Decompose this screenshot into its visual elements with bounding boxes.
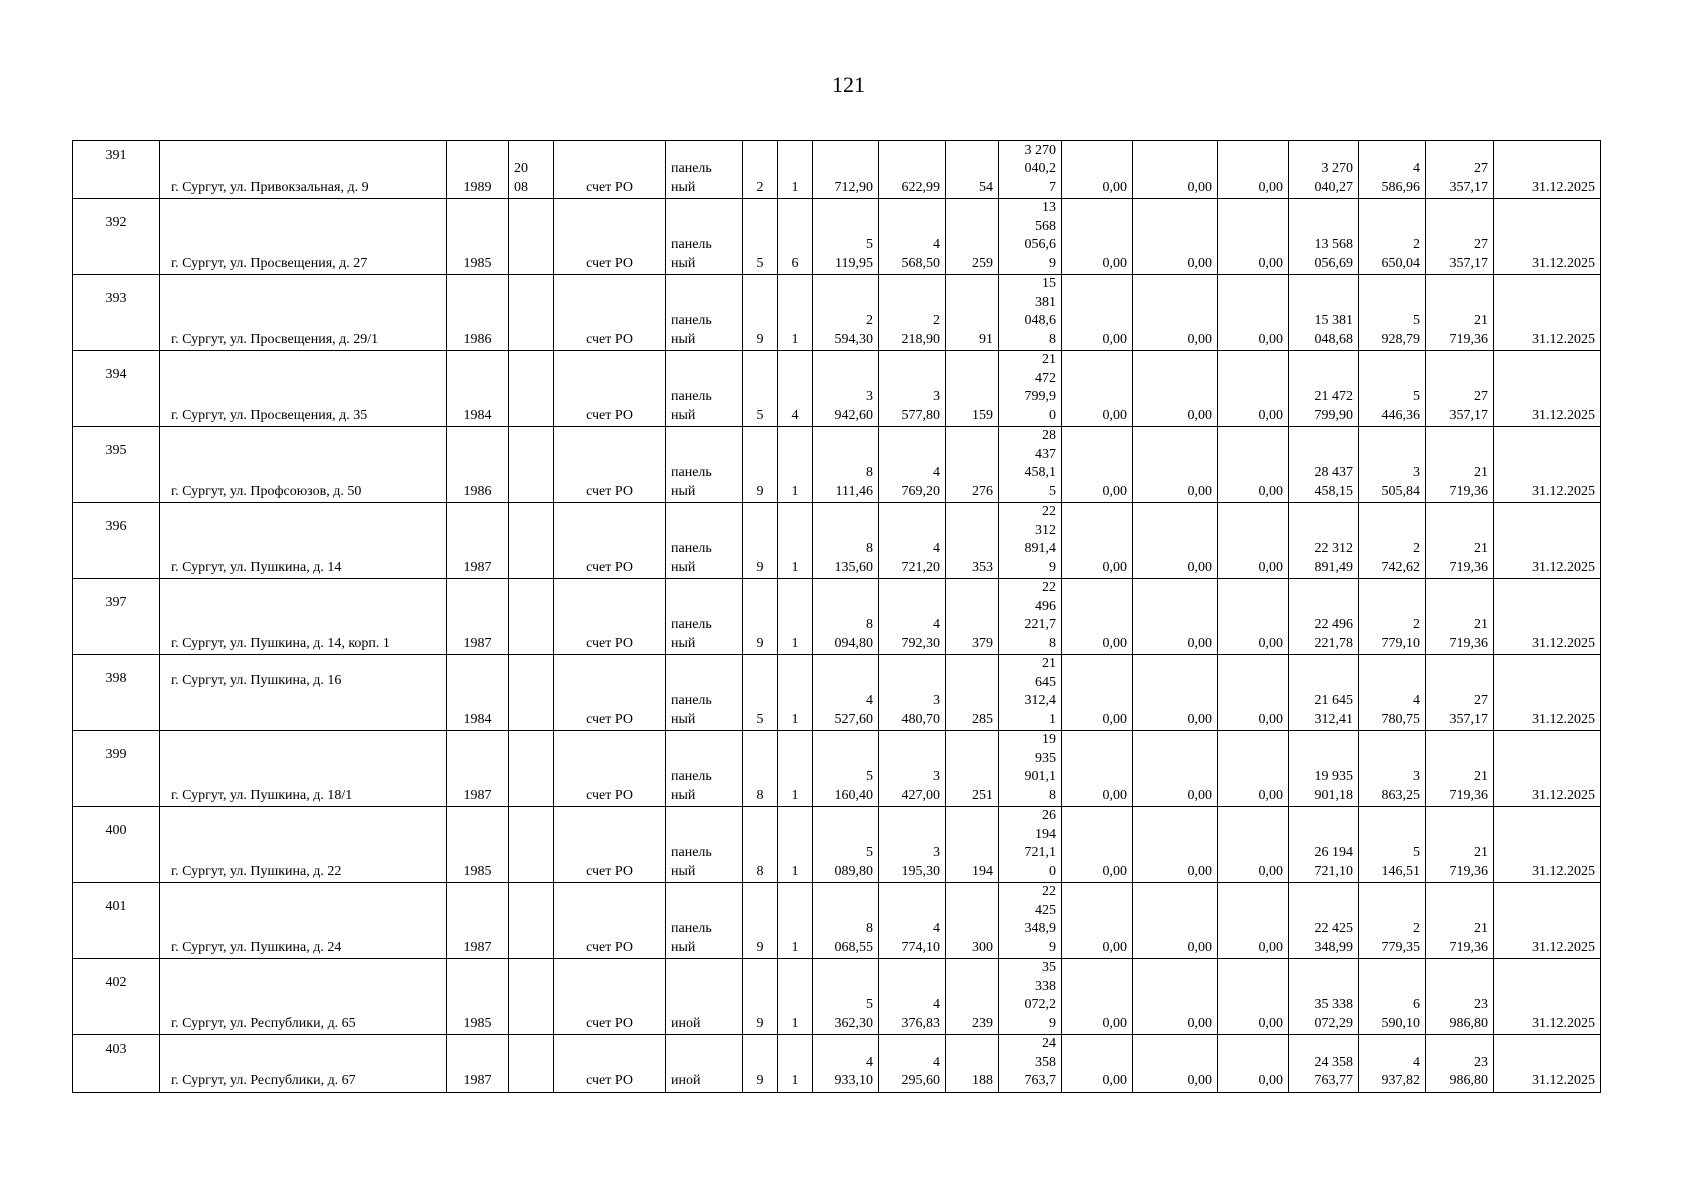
cell-fund-method: счет РО (554, 275, 666, 351)
cell-address-text: г. Сургут, ул. Пушкина, д. 16 (171, 673, 342, 688)
cell-cost-federal: 0,00 (1062, 579, 1133, 655)
cell-floors: 8 (743, 731, 778, 807)
cell-residents: 353 (946, 503, 999, 579)
cell-row-number-text: 402 (105, 975, 127, 990)
cell-address: г. Сургут, ул. Пушкина, д. 22 (160, 807, 447, 883)
cell-residents: 194 (946, 807, 999, 883)
cell-residents: 300 (946, 883, 999, 959)
cell-wall-material: панель ный (666, 807, 743, 883)
cell-row-number (73, 883, 160, 959)
cell-year-built: 1989 (447, 141, 509, 199)
cell-entrances: 4 (778, 351, 813, 427)
cell-limit-per-sqm: 21 719,36 (1426, 579, 1494, 655)
cell-cost-owners: 3 270 040,27 (1289, 141, 1359, 199)
cell-year-last-repair (509, 427, 554, 503)
cell-cost-total: 19 935 901,1 8 (999, 731, 1062, 807)
cell-cost-per-sqm: 2 779,10 (1359, 579, 1426, 655)
table-row (73, 351, 1601, 427)
table-row (73, 959, 1601, 1035)
cell-living-area: 4 792,30 (879, 579, 946, 655)
cell-year-last-repair (509, 579, 554, 655)
cell-living-area: 4 295,60 (879, 1035, 946, 1093)
cell-cost-per-sqm: 2 742,62 (1359, 503, 1426, 579)
cell-cost-municipal: 0,00 (1218, 959, 1289, 1035)
cell-row-number (73, 655, 160, 731)
cell-fund-method: счет РО (554, 503, 666, 579)
table-row (73, 275, 1601, 351)
cell-living-area: 4 774,10 (879, 883, 946, 959)
cell-residents: 239 (946, 959, 999, 1035)
cell-row-number (73, 275, 160, 351)
cell-cost-municipal: 0,00 (1218, 199, 1289, 275)
cell-year-last-repair (509, 503, 554, 579)
cell-cost-municipal: 0,00 (1218, 883, 1289, 959)
cell-year-built: 1985 (447, 199, 509, 275)
cell-cost-municipal: 0,00 (1218, 427, 1289, 503)
cell-entrances: 1 (778, 807, 813, 883)
cell-wall-material: панель ный (666, 427, 743, 503)
cell-total-area: 8 111,46 (813, 427, 879, 503)
cell-total-area: 2 594,30 (813, 275, 879, 351)
cell-deadline: 31.12.2025 (1494, 141, 1601, 199)
cell-total-area: 712,90 (813, 141, 879, 199)
table-row (73, 427, 1601, 503)
cell-limit-per-sqm: 21 719,36 (1426, 275, 1494, 351)
cell-total-area: 5 119,95 (813, 199, 879, 275)
cell-fund-method: счет РО (554, 199, 666, 275)
cell-address: г. Сургут, ул. Республики, д. 65 (160, 959, 447, 1035)
cell-cost-owners: 19 935 901,18 (1289, 731, 1359, 807)
cell-entrances: 1 (778, 1035, 813, 1093)
cell-year-built: 1987 (447, 731, 509, 807)
cell-cost-owners: 21 645 312,41 (1289, 655, 1359, 731)
cell-fund-method: счет РО (554, 883, 666, 959)
cell-cost-federal: 0,00 (1062, 351, 1133, 427)
cell-total-area: 5 362,30 (813, 959, 879, 1035)
cell-wall-material: панель ный (666, 199, 743, 275)
cell-total-area: 8 135,60 (813, 503, 879, 579)
cell-cost-per-sqm: 3 505,84 (1359, 427, 1426, 503)
cell-wall-material: панель ный (666, 579, 743, 655)
cell-cost-total: 21 645 312,4 1 (999, 655, 1062, 731)
cell-total-area: 8 094,80 (813, 579, 879, 655)
cell-living-area: 4 376,83 (879, 959, 946, 1035)
cell-row-number-text: 399 (105, 747, 127, 762)
cell-cost-owners: 26 194 721,10 (1289, 807, 1359, 883)
cell-floors: 9 (743, 579, 778, 655)
cell-cost-municipal: 0,00 (1218, 503, 1289, 579)
cell-row-number (73, 351, 160, 427)
cell-cost-regional: 0,00 (1133, 883, 1218, 959)
cell-fund-method: счет РО (554, 427, 666, 503)
cell-living-area: 4 769,20 (879, 427, 946, 503)
cell-deadline: 31.12.2025 (1494, 275, 1601, 351)
cell-cost-federal: 0,00 (1062, 959, 1133, 1035)
cell-cost-owners: 24 358 763,77 (1289, 1035, 1359, 1093)
cell-entrances: 1 (778, 141, 813, 199)
cell-deadline: 31.12.2025 (1494, 503, 1601, 579)
cell-cost-per-sqm: 5 446,36 (1359, 351, 1426, 427)
cell-year-built: 1987 (447, 579, 509, 655)
cell-residents: 251 (946, 731, 999, 807)
cell-fund-method: счет РО (554, 141, 666, 199)
cell-residents: 91 (946, 275, 999, 351)
cell-cost-owners: 22 425 348,99 (1289, 883, 1359, 959)
cell-fund-method: счет РО (554, 959, 666, 1035)
cell-fund-method: счет РО (554, 731, 666, 807)
cell-row-number-text: 403 (105, 1041, 127, 1057)
cell-cost-total: 24 358 763,7 (999, 1035, 1062, 1093)
cell-fund-method: счет РО (554, 655, 666, 731)
cell-year-last-repair (509, 959, 554, 1035)
cell-year-built: 1986 (447, 275, 509, 351)
cell-cost-municipal: 0,00 (1218, 655, 1289, 731)
cell-entrances: 6 (778, 199, 813, 275)
cell-row-number (73, 199, 160, 275)
cell-cost-owners: 22 496 221,78 (1289, 579, 1359, 655)
cell-cost-regional: 0,00 (1133, 731, 1218, 807)
cell-year-last-repair (509, 655, 554, 731)
cell-address: г. Сургут, ул. Просвещения, д. 27 (160, 199, 447, 275)
cell-cost-owners: 13 568 056,69 (1289, 199, 1359, 275)
cell-cost-federal: 0,00 (1062, 1035, 1133, 1093)
cell-cost-owners: 15 381 048,68 (1289, 275, 1359, 351)
cell-residents: 188 (946, 1035, 999, 1093)
cell-floors: 9 (743, 1035, 778, 1093)
cell-cost-per-sqm: 2 650,04 (1359, 199, 1426, 275)
cell-cost-federal: 0,00 (1062, 199, 1133, 275)
cell-fund-method: счет РО (554, 807, 666, 883)
cell-cost-regional: 0,00 (1133, 1035, 1218, 1093)
cell-row-number-text: 401 (105, 899, 127, 914)
cell-cost-owners: 35 338 072,29 (1289, 959, 1359, 1035)
cell-cost-per-sqm: 5 928,79 (1359, 275, 1426, 351)
cell-floors: 9 (743, 427, 778, 503)
cell-cost-total: 3 270 040,2 7 (999, 141, 1062, 199)
cell-cost-federal: 0,00 (1062, 427, 1133, 503)
cell-year-built: 1987 (447, 1035, 509, 1093)
cell-address: г. Сургут, ул. Пушкина, д. 18/1 (160, 731, 447, 807)
cell-address: г. Сургут, ул. Привокзальная, д. 9 (160, 141, 447, 199)
cell-address: г. Сургут, ул. Пушкина, д. 14 (160, 503, 447, 579)
cell-limit-per-sqm: 23 986,80 (1426, 959, 1494, 1035)
cell-year-last-repair (509, 351, 554, 427)
cell-deadline: 31.12.2025 (1494, 427, 1601, 503)
cell-limit-per-sqm: 27 357,17 (1426, 655, 1494, 731)
cell-address: г. Сургут, ул. Пушкина, д. 24 (160, 883, 447, 959)
cell-limit-per-sqm: 27 357,17 (1426, 199, 1494, 275)
cell-row-number (73, 427, 160, 503)
cell-cost-regional: 0,00 (1133, 579, 1218, 655)
cell-address: г. Сургут, ул. Просвещения, д. 35 (160, 351, 447, 427)
cell-cost-federal: 0,00 (1062, 655, 1133, 731)
cell-wall-material: панель ный (666, 655, 743, 731)
cell-deadline: 31.12.2025 (1494, 199, 1601, 275)
cell-entrances: 1 (778, 579, 813, 655)
cell-fund-method: счет РО (554, 351, 666, 427)
cell-row-number (73, 959, 160, 1035)
cell-deadline: 31.12.2025 (1494, 655, 1601, 731)
cell-cost-federal: 0,00 (1062, 731, 1133, 807)
cell-row-number-text: 391 (105, 148, 127, 163)
cell-address: г. Сургут, ул. Просвещения, д. 29/1 (160, 275, 447, 351)
cell-address: г. Сургут, ул. Профсоюзов, д. 50 (160, 427, 447, 503)
cell-entrances: 1 (778, 731, 813, 807)
cell-cost-federal: 0,00 (1062, 275, 1133, 351)
cell-cost-municipal: 0,00 (1218, 731, 1289, 807)
cell-deadline: 31.12.2025 (1494, 579, 1601, 655)
cell-cost-per-sqm: 2 779,35 (1359, 883, 1426, 959)
cell-limit-per-sqm: 21 719,36 (1426, 731, 1494, 807)
table-row (73, 199, 1601, 275)
cell-cost-regional: 0,00 (1133, 351, 1218, 427)
cell-cost-regional: 0,00 (1133, 427, 1218, 503)
cell-limit-per-sqm: 27 357,17 (1426, 141, 1494, 199)
cell-floors: 5 (743, 199, 778, 275)
cell-living-area: 4 568,50 (879, 199, 946, 275)
cell-cost-total: 21 472 799,9 0 (999, 351, 1062, 427)
cell-cost-total: 22 496 221,7 8 (999, 579, 1062, 655)
cell-living-area: 3 427,00 (879, 731, 946, 807)
cell-wall-material: панель ный (666, 503, 743, 579)
cell-row-number (73, 807, 160, 883)
cell-wall-material: панель ный (666, 275, 743, 351)
table-row (73, 731, 1601, 807)
cell-wall-material: иной (666, 959, 743, 1035)
cell-floors: 5 (743, 655, 778, 731)
cell-year-built: 1984 (447, 351, 509, 427)
cell-fund-method: счет РО (554, 1035, 666, 1093)
cell-cost-total: 13 568 056,6 9 (999, 199, 1062, 275)
cell-cost-per-sqm: 3 863,25 (1359, 731, 1426, 807)
cell-residents: 379 (946, 579, 999, 655)
cell-cost-municipal: 0,00 (1218, 1035, 1289, 1093)
cell-address: г. Сургут, ул. Пушкина, д. 14, корп. 1 (160, 579, 447, 655)
page-number: 121 (832, 72, 865, 97)
cell-cost-total: 15 381 048,6 8 (999, 275, 1062, 351)
cell-cost-federal: 0,00 (1062, 503, 1133, 579)
cell-living-area: 4 721,20 (879, 503, 946, 579)
cell-cost-federal: 0,00 (1062, 883, 1133, 959)
cell-floors: 9 (743, 959, 778, 1035)
cell-cost-regional: 0,00 (1133, 199, 1218, 275)
table-row (73, 807, 1601, 883)
cell-deadline: 31.12.2025 (1494, 351, 1601, 427)
table-row (73, 655, 1601, 731)
cell-cost-per-sqm: 6 590,10 (1359, 959, 1426, 1035)
cell-row-number (73, 731, 160, 807)
cell-residents: 285 (946, 655, 999, 731)
cell-entrances: 1 (778, 959, 813, 1035)
cell-cost-municipal: 0,00 (1218, 807, 1289, 883)
cell-limit-per-sqm: 27 357,17 (1426, 351, 1494, 427)
cell-cost-per-sqm: 4 780,75 (1359, 655, 1426, 731)
cell-deadline: 31.12.2025 (1494, 883, 1601, 959)
cell-cost-municipal: 0,00 (1218, 579, 1289, 655)
cell-row-number-text: 392 (105, 215, 127, 230)
cell-deadline: 31.12.2025 (1494, 807, 1601, 883)
cell-entrances: 1 (778, 427, 813, 503)
cell-cost-per-sqm: 4 937,82 (1359, 1035, 1426, 1093)
cell-cost-regional: 0,00 (1133, 141, 1218, 199)
cell-floors: 8 (743, 807, 778, 883)
cell-cost-per-sqm: 5 146,51 (1359, 807, 1426, 883)
cell-residents: 259 (946, 199, 999, 275)
cell-deadline: 31.12.2025 (1494, 959, 1601, 1035)
table-row (73, 579, 1601, 655)
cell-living-area: 3 480,70 (879, 655, 946, 731)
cell-wall-material: панель ный (666, 351, 743, 427)
cell-limit-per-sqm: 23 986,80 (1426, 1035, 1494, 1093)
cell-cost-per-sqm: 4 586,96 (1359, 141, 1426, 199)
cell-row-number (73, 503, 160, 579)
cell-year-built: 1984 (447, 655, 509, 731)
cell-cost-owners: 22 312 891,49 (1289, 503, 1359, 579)
cell-year-built: 1985 (447, 959, 509, 1035)
cell-cost-regional: 0,00 (1133, 807, 1218, 883)
table-body (73, 141, 1601, 1093)
cell-entrances: 1 (778, 655, 813, 731)
cell-year-last-repair: 20 08 (509, 141, 554, 199)
cell-cost-owners: 28 437 458,15 (1289, 427, 1359, 503)
cell-deadline: 31.12.2025 (1494, 1035, 1601, 1093)
cell-total-area: 4 933,10 (813, 1035, 879, 1093)
cell-year-last-repair (509, 199, 554, 275)
cell-row-number-text: 395 (105, 443, 127, 458)
cell-deadline: 31.12.2025 (1494, 731, 1601, 807)
cell-year-last-repair (509, 1035, 554, 1093)
cell-row-number (73, 141, 160, 199)
cell-limit-per-sqm: 21 719,36 (1426, 427, 1494, 503)
cell-row-number-text: 393 (105, 291, 127, 306)
cell-year-built: 1986 (447, 427, 509, 503)
cell-floors: 9 (743, 275, 778, 351)
cell-cost-federal: 0,00 (1062, 141, 1133, 199)
cell-row-number (73, 1035, 160, 1093)
cell-entrances: 1 (778, 883, 813, 959)
cell-total-area: 5 160,40 (813, 731, 879, 807)
cell-year-last-repair (509, 807, 554, 883)
table-row (73, 503, 1601, 579)
cell-total-area: 5 089,80 (813, 807, 879, 883)
cell-residents: 276 (946, 427, 999, 503)
cell-year-built: 1987 (447, 503, 509, 579)
cell-living-area: 3 577,80 (879, 351, 946, 427)
table-row (73, 141, 1601, 199)
cell-row-number-text: 396 (105, 519, 127, 534)
cell-total-area: 3 942,60 (813, 351, 879, 427)
cell-cost-regional: 0,00 (1133, 275, 1218, 351)
cell-limit-per-sqm: 21 719,36 (1426, 807, 1494, 883)
cell-cost-municipal: 0,00 (1218, 351, 1289, 427)
cell-row-number-text: 398 (105, 671, 127, 686)
cell-residents: 54 (946, 141, 999, 199)
cell-cost-total: 35 338 072,2 9 (999, 959, 1062, 1035)
cell-fund-method: счет РО (554, 579, 666, 655)
table-row (73, 1035, 1601, 1093)
cell-limit-per-sqm: 21 719,36 (1426, 503, 1494, 579)
cell-floors: 9 (743, 503, 778, 579)
cell-entrances: 1 (778, 503, 813, 579)
cell-total-area: 8 068,55 (813, 883, 879, 959)
cell-floors: 5 (743, 351, 778, 427)
cell-wall-material: панель ный (666, 141, 743, 199)
cell-year-last-repair (509, 731, 554, 807)
cell-living-area: 2 218,90 (879, 275, 946, 351)
cell-year-built: 1985 (447, 807, 509, 883)
cell-cost-total: 22 312 891,4 9 (999, 503, 1062, 579)
cell-cost-regional: 0,00 (1133, 655, 1218, 731)
cell-entrances: 1 (778, 275, 813, 351)
cell-cost-total: 26 194 721,1 0 (999, 807, 1062, 883)
cell-year-built: 1987 (447, 883, 509, 959)
cell-year-last-repair (509, 275, 554, 351)
cell-wall-material: панель ный (666, 731, 743, 807)
cell-year-last-repair (509, 883, 554, 959)
cell-cost-regional: 0,00 (1133, 959, 1218, 1035)
cell-limit-per-sqm: 21 719,36 (1426, 883, 1494, 959)
cell-total-area: 4 527,60 (813, 655, 879, 731)
cell-row-number (73, 579, 160, 655)
cell-cost-total: 22 425 348,9 9 (999, 883, 1062, 959)
cell-living-area: 622,99 (879, 141, 946, 199)
cell-cost-regional: 0,00 (1133, 503, 1218, 579)
housing-registry-table (72, 140, 1601, 1093)
cell-row-number-text: 397 (105, 595, 127, 610)
cell-floors: 2 (743, 141, 778, 199)
cell-wall-material: иной (666, 1035, 743, 1093)
cell-living-area: 3 195,30 (879, 807, 946, 883)
cell-cost-municipal: 0,00 (1218, 275, 1289, 351)
cell-row-number-text: 400 (105, 823, 127, 838)
cell-floors: 9 (743, 883, 778, 959)
cell-cost-owners: 21 472 799,90 (1289, 351, 1359, 427)
cell-address: г. Сургут, ул. Республики, д. 67 (160, 1035, 447, 1093)
cell-residents: 159 (946, 351, 999, 427)
cell-address (160, 655, 447, 731)
cell-cost-federal: 0,00 (1062, 807, 1133, 883)
table-row (73, 883, 1601, 959)
cell-row-number-text: 394 (105, 367, 127, 382)
cell-cost-total: 28 437 458,1 5 (999, 427, 1062, 503)
cell-cost-municipal: 0,00 (1218, 141, 1289, 199)
cell-wall-material: панель ный (666, 883, 743, 959)
